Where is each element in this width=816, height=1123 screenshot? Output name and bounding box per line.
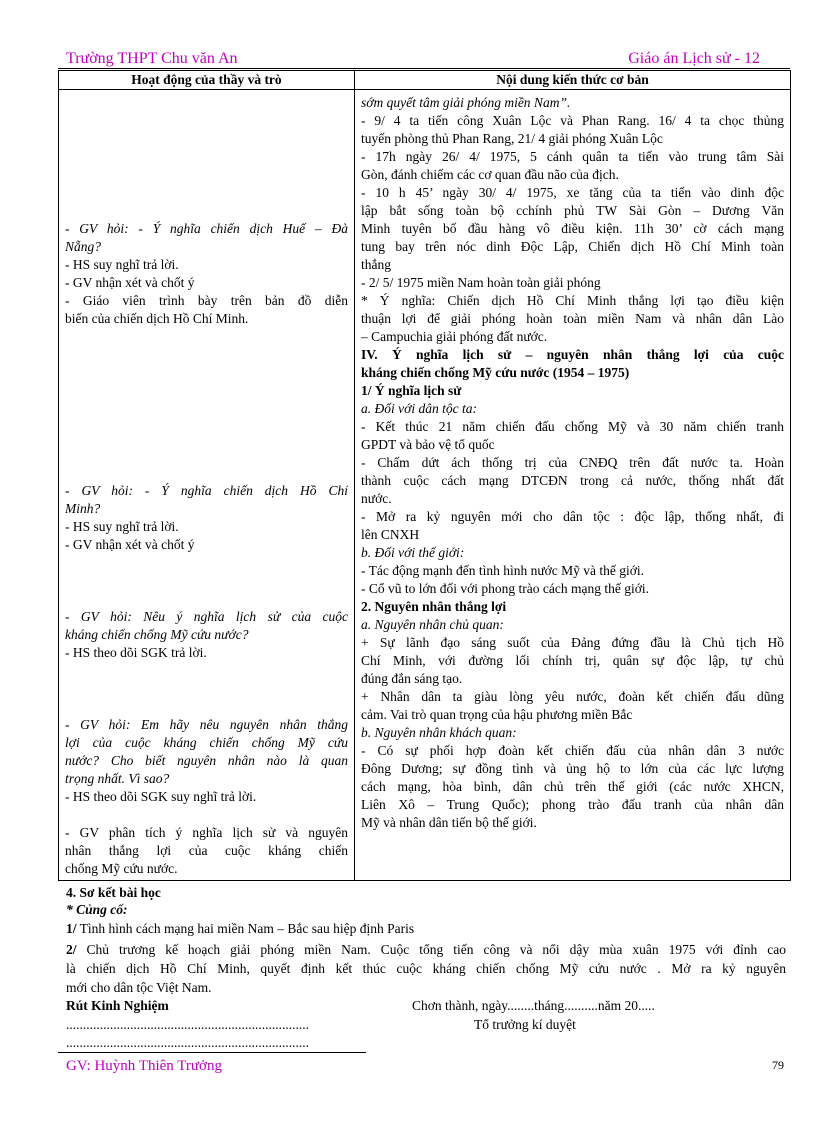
school-name: Trường THPT Chu văn An <box>66 50 238 67</box>
right-line: 1/ Ý nghĩa lịch sử <box>361 383 462 398</box>
right-line: tung bay trên nóc dinh Độc Lập, Chiến dịch Hồ Chí Minh toàn <box>361 239 784 254</box>
right-line: + Nhân dân ta giàu lòng yêu nước, đoàn kết chiến đấu dũng <box>361 689 784 704</box>
right-line: + Sự lãnh đạo sáng suốt của Đảng đứng đầu là Chủ tịch Hồ <box>361 635 784 650</box>
summary-item-2-num: 2/ <box>66 942 77 957</box>
right-line: thắng <box>361 257 391 272</box>
right-line: – Campuchia giải phóng đất nước. <box>361 329 548 344</box>
right-line: thành cuộc cách mạng DTCĐN trong cả nước, thống nhất đất <box>361 473 784 488</box>
summary-item-1-num: 1/ <box>66 921 77 936</box>
right-line: b. Nguyên nhân khách quan: <box>361 725 517 740</box>
approver-label: Tổ trưởng kí duyệt <box>474 1017 576 1032</box>
left-line: chống Mỹ cứu nước. <box>65 861 178 876</box>
right-line: - 17h ngày 26/ 4/ 1975, 5 cánh quân ta tiến vào trung tâm Sài <box>361 149 784 164</box>
col-header-activities: Hoạt động của thầy và trò <box>59 71 355 90</box>
right-line: kháng chiến chống Mỹ cứu nước (1954 – 1975) <box>361 365 630 380</box>
summary-item-2-line-2: là chiến dịch Hồ Chí Minh, quyết định kết thúc cuộc kháng chiến chống Mỹ cứu nước . Mở ra kỷ nguyên <box>66 961 786 976</box>
left-line: - GV phân tích ý nghĩa lịch sử và nguyên <box>65 825 348 840</box>
right-line: cách mạng, hòa bình, dân chủ trên thế giới (các nước XHCN, <box>361 779 784 794</box>
left-line: - HS suy nghĩ trả lời. <box>65 519 179 534</box>
right-line: IV. Ý nghĩa lịch sử – nguyên nhân thắng lợi của cuộc <box>361 347 784 362</box>
subject-title: Giáo án Lịch sử - 12 <box>628 50 760 67</box>
right-line: GPDT và bảo vệ tổ quốc <box>361 437 495 452</box>
right-line: - Chấm dứt ách thống trị của CNĐQ trên đất nước ta. Hoàn <box>361 455 784 470</box>
left-line: Nẵng? <box>65 239 102 254</box>
right-line: Minh tuyên bố đầu hàng vô điều kiện. 11h 30’ cờ cách mạng <box>361 221 784 236</box>
right-line: Gòn, đánh chiếm các cơ quan đầu não của địch. <box>361 167 619 182</box>
left-line: biến của chiến dịch Hồ Chí Minh. <box>65 311 249 326</box>
left-line: nước? Cho biết nguyên nhân nào là quan <box>65 753 348 768</box>
right-line: Mỹ và nhân dân tiến bộ thế giới. <box>361 815 537 830</box>
right-line: a. Đối với dân tộc ta: <box>361 401 477 416</box>
left-line: - GV hỏi: - Ý nghĩa chiến dịch Huế – Đà <box>65 221 348 236</box>
header-divider <box>58 68 790 69</box>
left-line: - GV hỏi: Nêu ý nghĩa lịch sử của cuộc <box>65 609 348 624</box>
right-line: đúng đắn sáng tạo. <box>361 671 463 686</box>
left-line: - HS suy nghĩ trả lời. <box>65 257 179 272</box>
content-cell <box>355 90 791 881</box>
left-line: - GV hỏi: - Ý nghĩa chiến dịch Hồ Chí <box>65 483 348 498</box>
summary-item-1 <box>66 920 786 937</box>
right-line: lập bắt sống toàn bộ cchính phủ TW Sài Gòn – Dương Văn <box>361 203 784 218</box>
right-line: cảm. Vai trò quan trọng của hậu phương miền Bắc <box>361 707 633 722</box>
page-header <box>66 50 760 68</box>
col-header-content: Nội dung kiến thức cơ bản <box>355 71 791 90</box>
left-line: trọng nhất. Vì sao? <box>65 771 170 786</box>
right-line: Liên Xô – Trung Quốc); phong trào đấu tranh của nhân dân <box>361 797 784 812</box>
left-line: kháng chiến chống Mỹ cứu nước? <box>65 627 249 642</box>
right-line: nước. <box>361 491 392 506</box>
experience-title: Rút Kinh Nghiệm <box>66 998 169 1013</box>
right-line: Chí Minh, với đường lối chính trị, quân sự độc lập, tự chủ <box>361 653 784 668</box>
right-line: - Cổ vũ to lớn đối với phong trào cách mạng thế giới. <box>361 581 649 596</box>
experience-dots-1: ........................................................................ <box>66 1017 309 1032</box>
right-line: - Mở ra kỷ nguyên mới cho dân tộc : độc lập, thống nhất, đi <box>361 509 784 524</box>
lesson-table <box>58 70 791 881</box>
right-line: tuyến phòng thủ Phan Rang, 21/ 4 giải phóng Xuân Lộc <box>361 131 663 146</box>
summary-subheading: * Củng cố: <box>66 902 128 917</box>
right-line: - 10 h 45’ ngày 30/ 4/ 1975, xe tăng của ta tiến vào dinh độc <box>361 185 784 200</box>
right-line: thuận lợi để giải phóng hoàn toàn miền Nam và nhân dân Lào <box>361 311 784 326</box>
right-line: - Kết thúc 21 năm chiến đấu chống Mỹ và 30 năm chiến tranh <box>361 419 784 434</box>
right-line: 2. Nguyên nhân thắng lợi <box>361 599 507 614</box>
left-line: - HS theo dõi SGK suy nghĩ trả lời. <box>65 789 257 804</box>
summary-item-2-line-3: mới cho dân tộc Việt Nam. <box>66 980 212 995</box>
right-line: Đông Dương; sự đồng tình và ủng hộ to lớn của các lực lượng <box>361 761 784 776</box>
right-line: - Tác động mạnh đến tình hình nước Mỹ và thế giới. <box>361 563 645 578</box>
right-line: a. Nguyên nhân chủ quan: <box>361 617 504 632</box>
summary-heading: 4. Sơ kết bài học <box>66 885 161 900</box>
left-line: nhân thắng lợi của cuộc kháng chiến <box>65 843 348 858</box>
left-line: - GV nhận xét và chốt ý <box>65 275 195 290</box>
right-line: - 9/ 4 ta tiến công Xuân Lộc và Phan Rang. 16/ 4 ta chọc thủng <box>361 113 784 128</box>
footer-divider <box>58 1052 366 1053</box>
right-line: - Có sự phối hợp đoàn kết chiến đấu của nhân dân 3 nước <box>361 743 784 758</box>
date-signature-line: Chơn thành, ngày........tháng..........năm 20..... <box>412 998 655 1013</box>
right-line: sớm quyết tâm giải phóng miền Nam”. <box>361 95 571 110</box>
left-line: lợi của cuộc kháng chiến chống Mỹ cứu <box>65 735 348 750</box>
right-line: - 2/ 5/ 1975 miền Nam hoàn toàn giải phóng <box>361 275 601 290</box>
summary-item-1-text: Tình hình cách mạng hai miền Nam – Bắc sau hiệp định Paris <box>76 921 415 936</box>
left-line: - GV hỏi: Em hãy nêu nguyên nhân thắng <box>65 717 348 732</box>
author-name: GV: Huỳnh Thiên Trưởng <box>66 1058 222 1074</box>
right-line: lên CNXH <box>361 527 420 542</box>
page-number: 79 <box>772 1058 784 1072</box>
experience-dots-2: ........................................................................ <box>66 1035 309 1050</box>
activities-cell <box>59 90 355 881</box>
right-line: b. Đối với thế giới: <box>361 545 465 560</box>
left-line: - HS theo dõi SGK trả lời. <box>65 645 207 660</box>
summary-item-2-text-1: Chủ trương kế hoạch giải phóng miền Nam. Cuộc tổng tiến công và nổi dậy mùa xuân 1975 với đỉnh cao <box>76 942 786 957</box>
right-line: * Ý nghĩa: Chiến dịch Hồ Chí Minh thắng lợi tạo điều kiện <box>361 293 784 308</box>
left-line: - Giáo viên trình bày trên bản đồ diễn <box>65 293 348 308</box>
left-line: - GV nhận xét và chốt ý <box>65 537 195 552</box>
left-line: Minh? <box>65 501 101 516</box>
summary-item-2 <box>66 941 786 958</box>
